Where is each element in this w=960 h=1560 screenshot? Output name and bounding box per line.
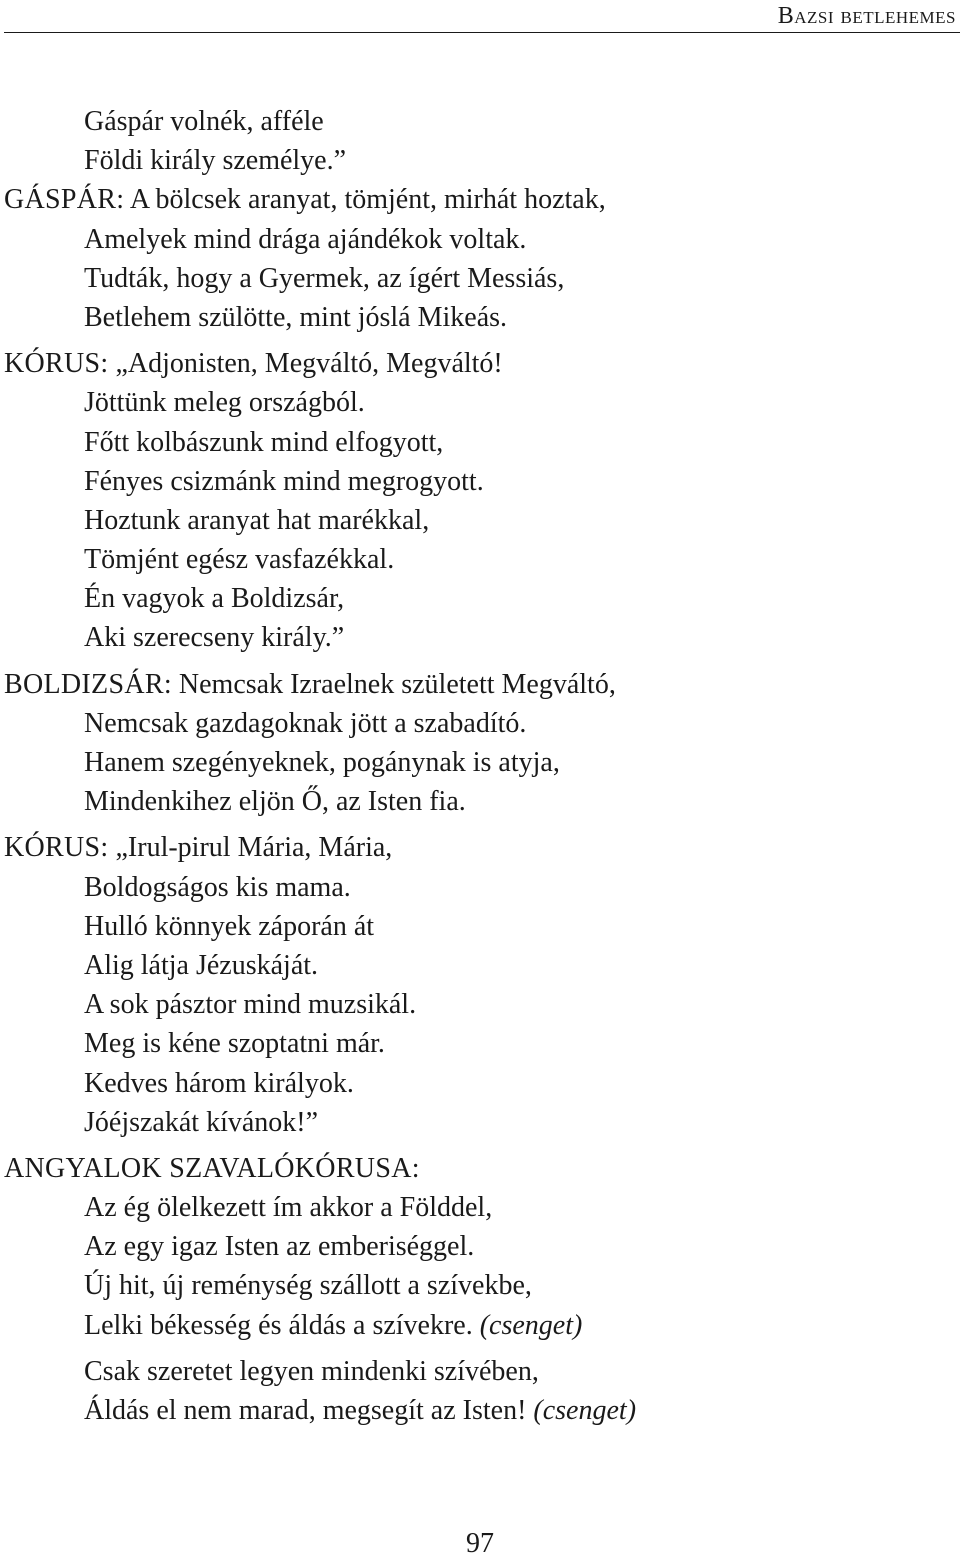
- verse-line: Én vagyok a Boldizsár,: [84, 583, 345, 615]
- verse-line: Az egy igaz Isten az emberiséggel.: [84, 1231, 475, 1263]
- verse-text-span: Nemcsak Izraelnek született Megváltó,: [178, 668, 616, 700]
- verse-line: Hulló könnyek záporán át: [84, 910, 375, 942]
- verse-line: Betlehem szülötte, mint jóslá Mikeás.: [84, 301, 508, 333]
- verse-line: Alig látja Jézuskáját.: [84, 949, 319, 981]
- speaker-line: [0, 665, 960, 704]
- verse-line: Az ég ölelkezett ím akkor a Földdel,: [84, 1192, 493, 1224]
- stage-direction: (csenget): [479, 1309, 583, 1341]
- verse-line: Mindenkihez eljön Ő, az Isten fia.: [84, 786, 466, 818]
- verse-line: Jóéjszakát kívánok!”: [84, 1106, 319, 1138]
- verse-line: Fényes csizmánk mind megrogyott.: [84, 465, 484, 497]
- verse-line: Jöttünk meleg országból.: [84, 387, 365, 419]
- verse-line: Amelyek mind drága ajándékok voltak.: [84, 223, 527, 255]
- running-head: Bazsi betlehemes: [777, 3, 956, 29]
- stage-direction: (csenget): [533, 1395, 637, 1426]
- verse-line: [0, 1306, 960, 1345]
- verse-line: Nemcsak gazdagoknak jött a szabadító.: [84, 707, 527, 739]
- verse-text-span: Áldás el nem marad, megsegít az Isten!: [84, 1395, 527, 1426]
- verse-line: [0, 1391, 960, 1430]
- speaker-name: BOLDIZSÁR:: [4, 668, 172, 700]
- verse-line: Földi király személye.”: [84, 145, 347, 177]
- verse-text-span: Lelki békesség és áldás a szívekre.: [84, 1309, 473, 1341]
- speaker-name: ANGYALOK SZAVALÓKÓRUSA:: [4, 1152, 420, 1184]
- verse-text-span: „Adjonisten, Megváltó, Megváltó!: [115, 348, 503, 380]
- verse-text-span: „Irul-pirul Mária, Mária,: [115, 832, 393, 864]
- verse-line: Boldogságos kis mama.: [84, 871, 351, 903]
- verse-line: Aki szerecseny király.”: [84, 622, 345, 654]
- speaker-line: [0, 828, 960, 867]
- page-number: 97: [466, 1528, 494, 1559]
- speaker-line: [0, 344, 960, 383]
- verse-line: Hoztunk aranyat hat marékkal,: [84, 504, 430, 536]
- verse-line: A sok pásztor mind muzsikál.: [84, 989, 417, 1021]
- speaker-line: [0, 180, 960, 219]
- verse-text-span: A bölcsek aranyat, tömjént, mirhát hoztak,: [129, 184, 606, 216]
- verse-line: Meg is kéne szoptatni már.: [84, 1028, 385, 1060]
- verse-line: Tudták, hogy a Gyermek, az ígért Messiás,: [84, 262, 565, 294]
- verse-line: Főtt kolbászunk mind elfogyott,: [84, 426, 444, 458]
- verse-line: Csak szeretet legyen mindenki szívében,: [84, 1355, 539, 1387]
- verse-line: Kedves három királyok.: [84, 1067, 354, 1099]
- verse-line: Új hit, új reménység szállott a szívekbe,: [84, 1270, 532, 1302]
- header-rule: [4, 32, 960, 33]
- speaker-name: GÁSPÁR:: [4, 184, 125, 216]
- verse-line: Hanem szegényeknek, pogánynak is atyja,: [84, 747, 560, 778]
- speaker-line: [0, 1149, 960, 1188]
- verse-line: Tömjént egész vasfazékkal.: [84, 544, 395, 576]
- speaker-name: KÓRUS:: [4, 832, 109, 864]
- verse-line: Gáspár volnék, afféle: [84, 106, 324, 137]
- speaker-name: KÓRUS:: [4, 348, 109, 380]
- verse-text: [0, 102, 960, 1430]
